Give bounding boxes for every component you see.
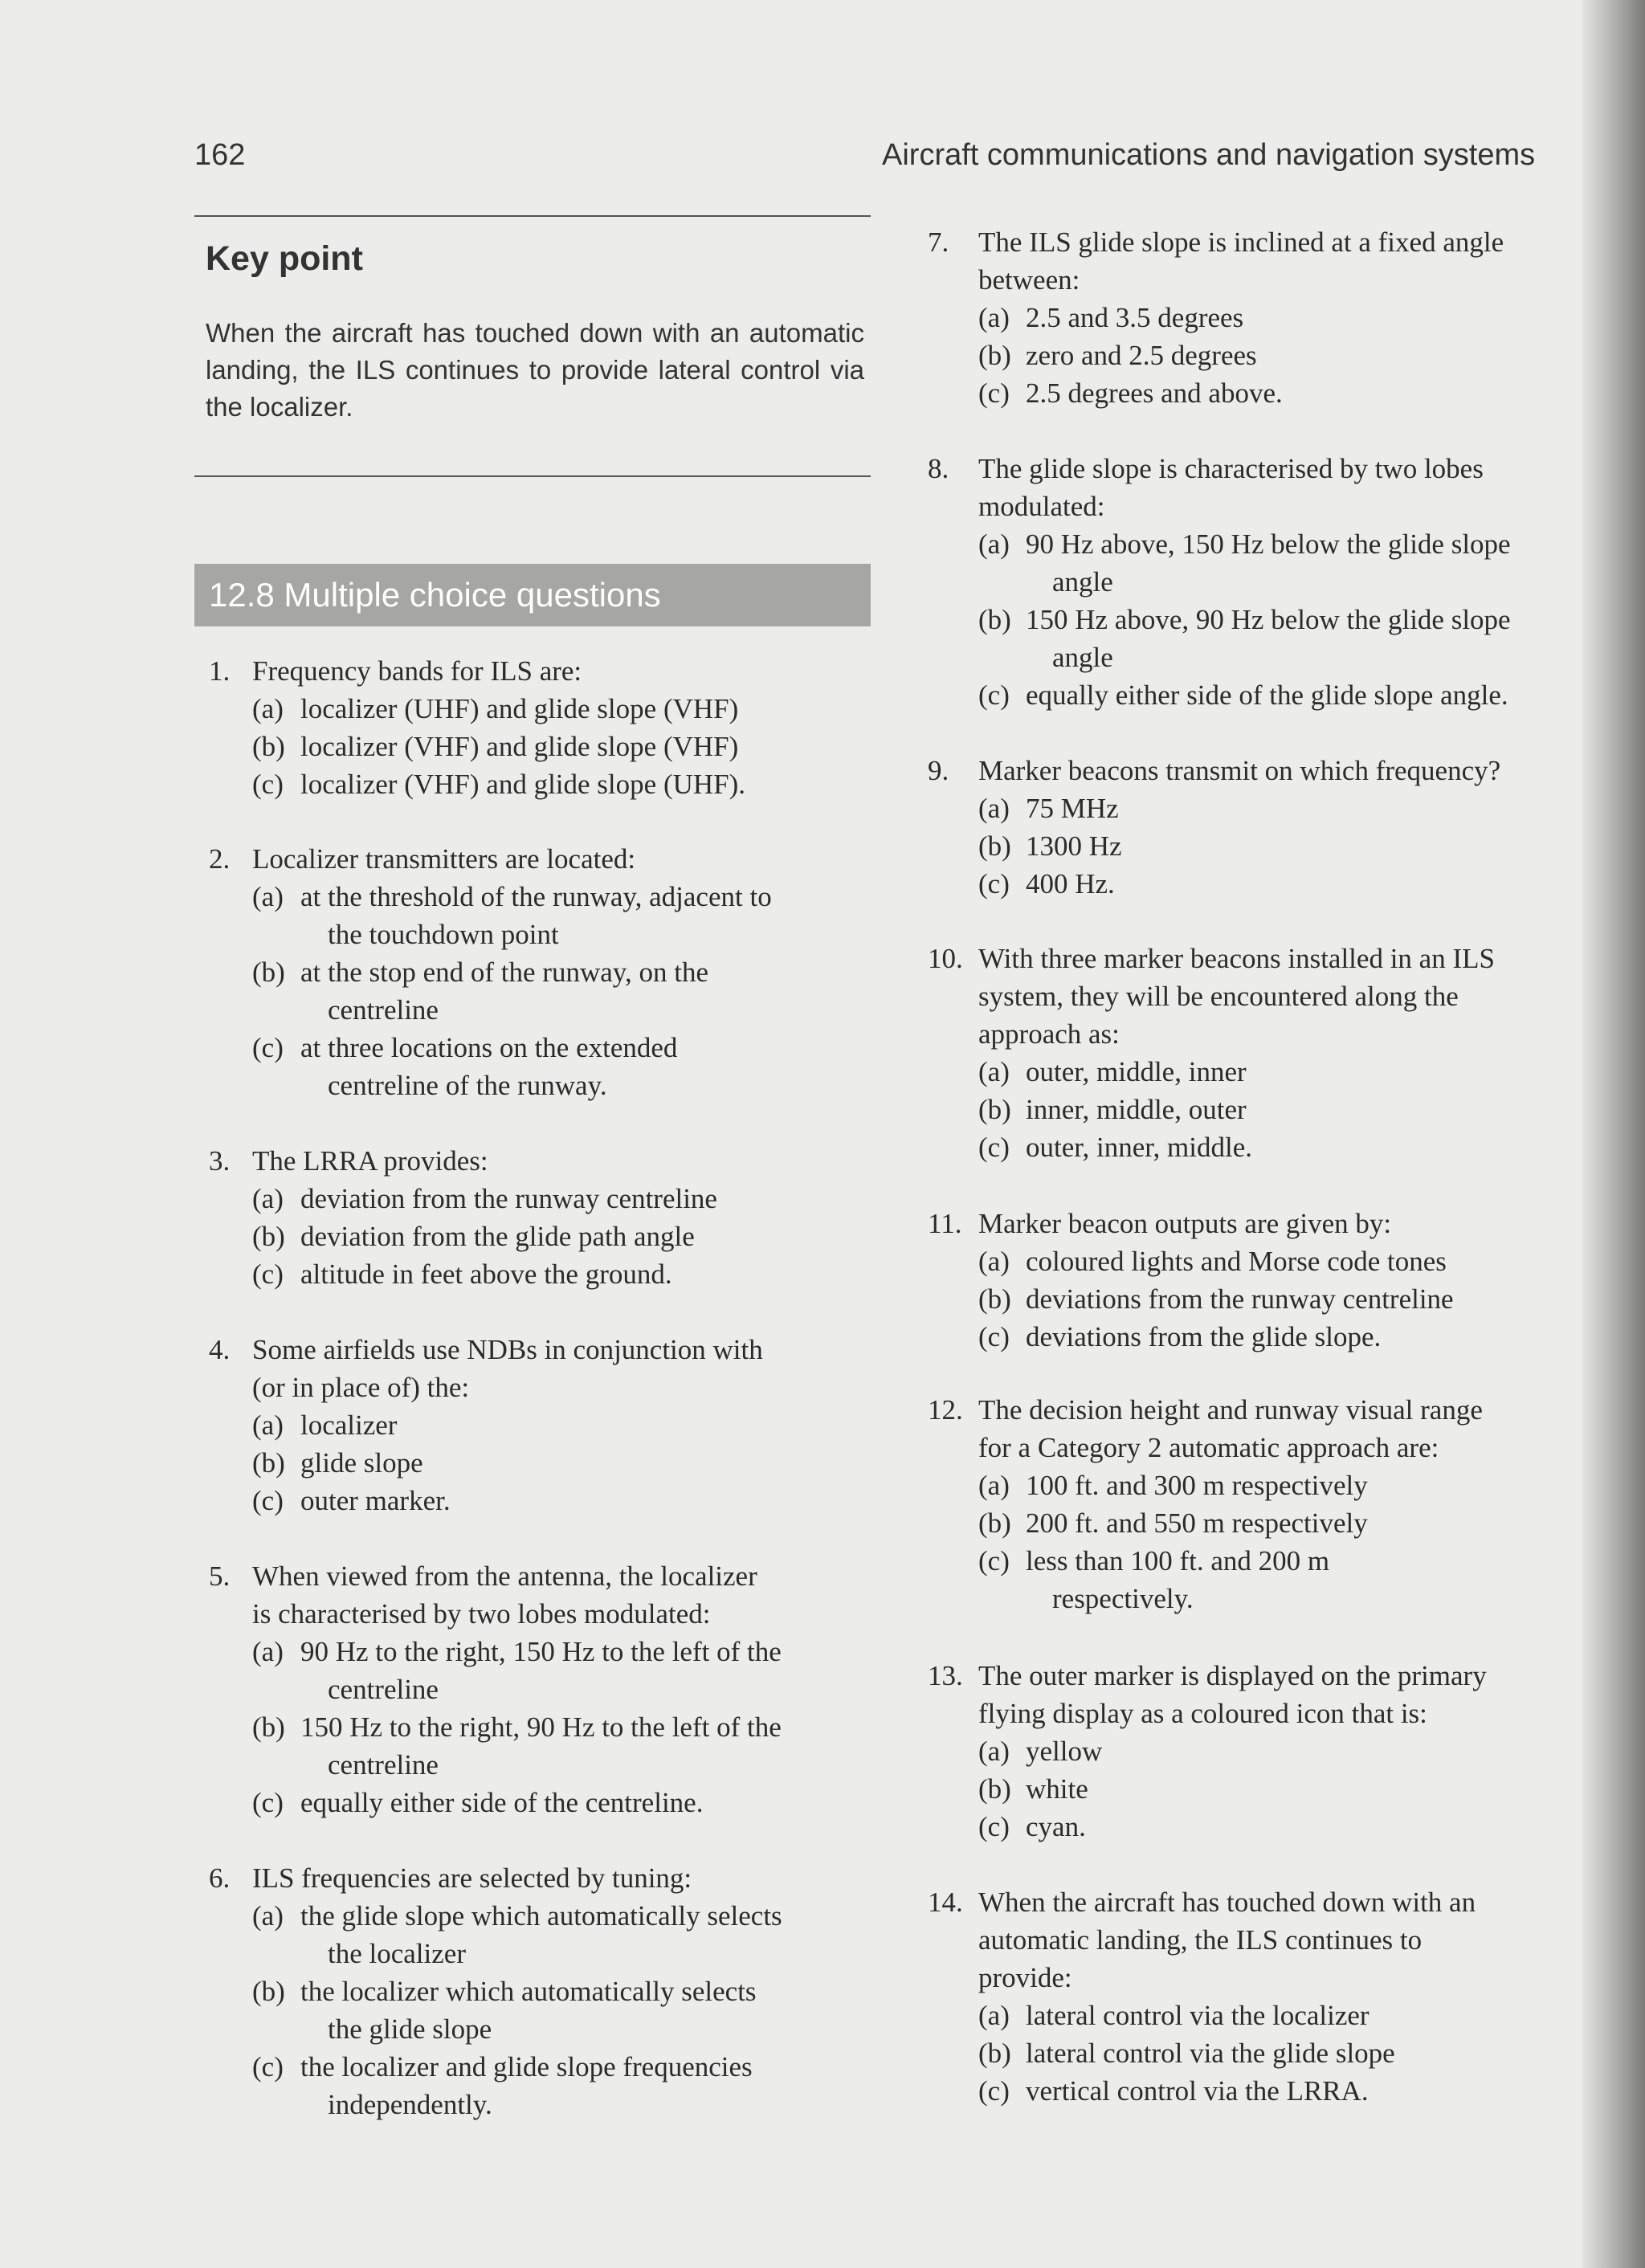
option-text: 150 Hz above, 90 Hz below the glide slope <box>1026 604 1511 635</box>
question-5 <box>194 1557 901 1821</box>
option-text: localizer (VHF) and glide slope (VHF) <box>300 731 739 762</box>
option-text: zero and 2.5 degrees <box>1026 340 1257 371</box>
option-label: (c) <box>252 1787 284 1818</box>
option-label: (b) <box>978 1507 1011 1539</box>
question-number: 11. <box>928 1208 962 1239</box>
option-label: (a) <box>978 302 1010 333</box>
option-text: angle <box>1052 642 1113 673</box>
option-text: centreline <box>328 994 439 1026</box>
option-label: (a) <box>252 1900 284 1931</box>
option-label: (b) <box>978 1773 1011 1805</box>
question-stem-line: Marker beacons transmit on which frequency? <box>978 755 1501 786</box>
question-10 <box>928 940 1635 1166</box>
option-label: (a) <box>978 1470 1010 1501</box>
option-text: centreline of the runway. <box>328 1070 607 1101</box>
option-text: 75 MHz <box>1026 793 1119 824</box>
question-2 <box>194 840 901 1104</box>
question-stem-line: for a Category 2 automatic approach are: <box>978 1432 1439 1463</box>
option-text: the localizer which automatically selects <box>300 1976 757 2007</box>
question-number: 10. <box>928 943 963 974</box>
question-stem-line: The glide slope is characterised by two lobes <box>978 453 1484 484</box>
option-text: 150 Hz to the right, 90 Hz to the left of the <box>300 1711 782 1743</box>
option-label: (a) <box>252 1183 284 1214</box>
running-title: Aircraft communications and navigation systems <box>882 138 1536 172</box>
option-text: localizer <box>300 1409 398 1441</box>
option-text: coloured lights and Morse code tones <box>1026 1246 1447 1277</box>
option-text: outer marker. <box>300 1485 451 1516</box>
key-point-title: Key point <box>206 239 363 278</box>
option-label: (b) <box>978 830 1011 862</box>
key-point-body: When the aircraft has touched down with an automatic landing, the ILS continues to provide lateral control via the localizer. <box>206 318 864 422</box>
option-text: deviation from the runway centreline <box>300 1183 717 1214</box>
option-label: (c) <box>978 377 1010 409</box>
question-number: 12. <box>928 1394 963 1426</box>
question-stem-line: Some airfields use NDBs in conjunction with <box>252 1334 763 1365</box>
option-label: (b) <box>978 1094 1011 1125</box>
option-label: (a) <box>978 1056 1010 1087</box>
question-number: 14. <box>928 1887 963 1918</box>
option-text: 90 Hz above, 150 Hz below the glide slope <box>1026 528 1511 560</box>
option-text: deviation from the glide path angle <box>300 1221 695 1252</box>
question-9 <box>928 752 1635 903</box>
option-label: (a) <box>978 1736 1010 1767</box>
question-1 <box>194 652 901 803</box>
question-stem-line: is characterised by two lobes modulated: <box>252 1598 711 1630</box>
option-text: inner, middle, outer <box>1026 1094 1247 1125</box>
question-number: 6. <box>209 1862 231 1894</box>
option-text: cyan. <box>1026 1811 1086 1842</box>
option-text: respectively. <box>1052 1583 1194 1614</box>
question-number: 2. <box>209 843 231 875</box>
option-label: (a) <box>978 528 1010 560</box>
option-label: (c) <box>978 2075 1010 2107</box>
question-stem-line: approach as: <box>978 1018 1120 1050</box>
option-text: 2.5 and 3.5 degrees <box>1026 302 1244 333</box>
key-point-top-rule <box>194 215 871 217</box>
question-stem-line: (or in place of) the: <box>252 1372 470 1403</box>
option-text: at three locations on the extended <box>300 1032 678 1063</box>
option-label: (b) <box>978 340 1011 371</box>
question-stem-line: Localizer transmitters are located: <box>252 843 636 875</box>
option-text: lateral control via the glide slope <box>1026 2038 1395 2069</box>
question-number: 1. <box>209 655 231 687</box>
option-label: (c) <box>978 679 1010 711</box>
question-4 <box>194 1331 901 1519</box>
option-text: the localizer and glide slope frequencies <box>300 2051 753 2082</box>
question-number: 3. <box>209 1145 231 1177</box>
question-stem-line: With three marker beacons installed in an ILS <box>978 943 1495 974</box>
option-text: vertical control via the LRRA. <box>1026 2075 1369 2107</box>
question-stem-line: The decision height and runway visual range <box>978 1394 1483 1426</box>
option-label: (b) <box>978 604 1011 635</box>
option-label: (c) <box>978 868 1010 899</box>
option-label: (a) <box>978 1246 1010 1277</box>
question-number: 4. <box>209 1334 231 1365</box>
option-label: (c) <box>978 1321 1010 1352</box>
option-label: (b) <box>252 1447 285 1479</box>
option-text: the localizer <box>328 1938 466 1969</box>
option-text: 100 ft. and 300 m respectively <box>1026 1470 1368 1501</box>
question-stem-line: The LRRA provides: <box>252 1145 488 1177</box>
option-text: the glide slope which automatically selects <box>300 1900 782 1931</box>
question-stem-line: ILS frequencies are selected by tuning: <box>252 1862 692 1894</box>
option-label: (c) <box>252 1258 284 1290</box>
question-8 <box>928 450 1635 714</box>
option-text: yellow <box>1026 1736 1103 1767</box>
option-text: equally either side of the glide slope angle. <box>1026 679 1508 711</box>
option-label: (a) <box>252 1636 284 1667</box>
option-text: less than 100 ft. and 200 m <box>1026 1545 1330 1577</box>
question-14 <box>928 1883 1635 2110</box>
option-label: (b) <box>978 2038 1011 2069</box>
question-stem-line: Marker beacon outputs are given by: <box>978 1208 1392 1239</box>
option-label: (a) <box>252 693 284 724</box>
question-stem-line: automatic landing, the ILS continues to <box>978 1924 1423 1956</box>
question-number: 9. <box>928 755 949 786</box>
question-number: 5. <box>209 1560 231 1592</box>
option-text: the glide slope <box>328 2013 492 2045</box>
option-text: independently. <box>328 2089 492 2120</box>
option-label: (c) <box>252 769 284 800</box>
question-number: 8. <box>928 453 949 484</box>
option-label: (a) <box>252 1409 284 1441</box>
question-stem-line: The ILS glide slope is inclined at a fixed angle <box>978 226 1504 258</box>
question-stem-line: When the aircraft has touched down with an <box>978 1887 1476 1918</box>
option-label: (a) <box>978 793 1010 824</box>
option-label: (c) <box>252 2051 284 2082</box>
question-number: 13. <box>928 1660 963 1691</box>
question-stem-line: modulated: <box>978 491 1105 522</box>
option-text: outer, middle, inner <box>1026 1056 1247 1087</box>
option-label: (b) <box>252 1976 285 2007</box>
question-13 <box>928 1657 1635 1846</box>
option-label: (a) <box>978 2000 1010 2031</box>
question-7 <box>928 223 1635 412</box>
option-text: deviations from the runway centreline <box>1026 1283 1454 1315</box>
page-number: 162 <box>194 138 246 172</box>
option-text: at the threshold of the runway, adjacent to <box>300 881 772 912</box>
question-12 <box>928 1391 1635 1617</box>
option-label: (b) <box>252 1711 285 1743</box>
option-text: equally either side of the centreline. <box>300 1787 704 1818</box>
question-stem-line: between: <box>978 264 1080 296</box>
option-label: (c) <box>978 1132 1010 1163</box>
key-point-bottom-rule <box>194 475 871 477</box>
option-label: (c) <box>978 1545 1010 1577</box>
section-title: 12.8 Multiple choice questions <box>209 576 661 614</box>
option-text: at the stop end of the runway, on the <box>300 957 709 988</box>
question-3 <box>194 1142 901 1293</box>
option-label: (b) <box>252 731 285 762</box>
option-text: outer, inner, middle. <box>1026 1132 1252 1163</box>
option-text: localizer (UHF) and glide slope (VHF) <box>300 693 739 724</box>
option-label: (c) <box>252 1485 284 1516</box>
question-stem-line: Frequency bands for ILS are: <box>252 655 582 687</box>
question-number: 7. <box>928 226 949 258</box>
question-stem-line: When viewed from the antenna, the localizer <box>252 1560 757 1592</box>
section-heading-bar <box>194 564 871 626</box>
option-text: 2.5 degrees and above. <box>1026 377 1283 409</box>
question-stem-line: provide: <box>978 1962 1072 1993</box>
option-label: (c) <box>252 1032 284 1063</box>
option-text: 200 ft. and 550 m respectively <box>1026 1507 1368 1539</box>
question-6 <box>194 1859 901 2123</box>
option-label: (c) <box>978 1811 1010 1842</box>
option-text: centreline <box>328 1749 439 1781</box>
question-stem-line: flying display as a coloured icon that is: <box>978 1698 1427 1729</box>
option-text: angle <box>1052 566 1113 598</box>
option-label: (a) <box>252 881 284 912</box>
option-text: 1300 Hz <box>1026 830 1122 862</box>
option-text: lateral control via the localizer <box>1026 2000 1369 2031</box>
option-text: 400 Hz. <box>1026 868 1115 899</box>
option-text: centreline <box>328 1674 439 1705</box>
option-text: deviations from the glide slope. <box>1026 1321 1382 1352</box>
question-stem-line: system, they will be encountered along the <box>978 981 1459 1012</box>
option-text: glide slope <box>300 1447 423 1479</box>
option-label: (b) <box>978 1283 1011 1315</box>
option-label: (b) <box>252 957 285 988</box>
option-text: the touchdown point <box>328 919 559 950</box>
option-text: localizer (VHF) and glide slope (UHF). <box>300 769 746 800</box>
option-text: 90 Hz to the right, 150 Hz to the left of the <box>300 1636 782 1667</box>
question-11 <box>928 1205 1635 1356</box>
option-label: (b) <box>252 1221 285 1252</box>
option-text: altitude in feet above the ground. <box>300 1258 672 1290</box>
option-text: white <box>1026 1773 1088 1805</box>
question-stem-line: The outer marker is displayed on the primary <box>978 1660 1487 1691</box>
